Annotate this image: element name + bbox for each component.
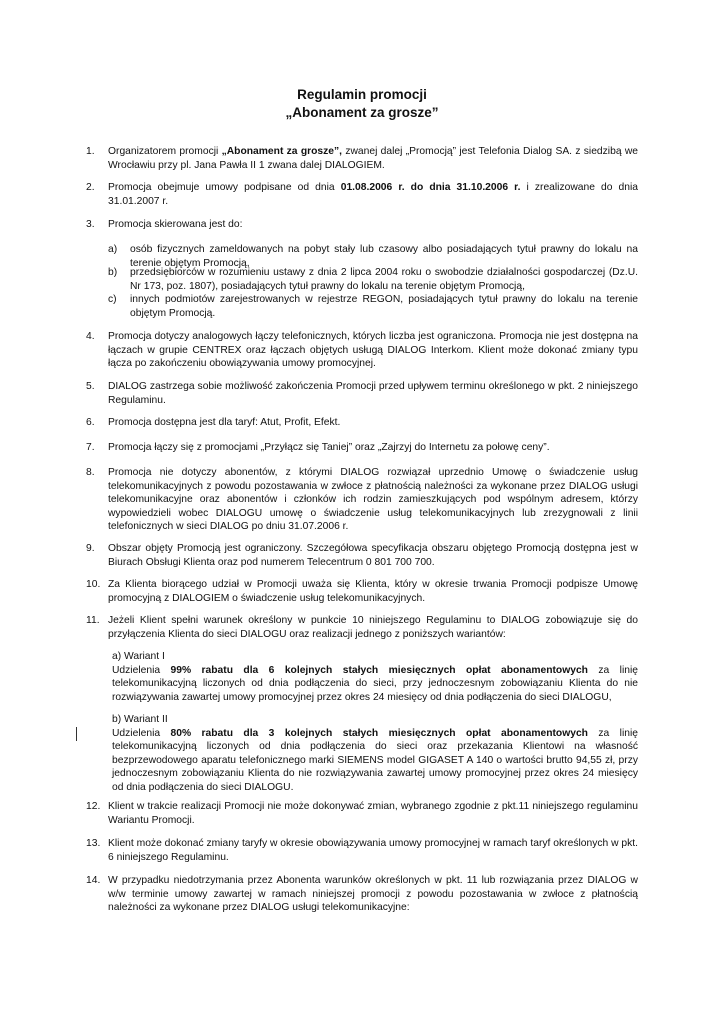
variant-2-header: b) Wariant II [112,714,168,725]
item-number: 6. [86,417,95,428]
item-12: Klient w trakcie realizacji Promocji nie może dokonywać zmian, wybranego zgodnie z pkt.11 niniejszego regulaminu Wariantu Promocji. [108,801,638,826]
item-9: Obszar objęty Promocją jest ograniczony. Szczegółowa specyfikacja obszaru objętego Promocją dostępna jest w Biurach Obsługi Klienta oraz pod numerem Telecentrum 0 801 700 700. [108,543,638,568]
item-number: 11. [86,615,100,626]
document-title: Regulamin promocji [297,87,427,102]
variant-2: b) Wariant II Udzielenia 80% rabatu dla 3 kolejnych stałych miesięcznych opłat abonamentowych za linię telekomunikacyjną liczonych od dnia podłączenia do sieci oraz przekazania Klientowi na własność bezprzewodowego aparatu telefonicznego marki SIEMENS model GIGASET A 140 o wartości brutto 94,55 zł, przy jednoczesnym zobowiązaniu Klienta do nie rozwiązywania zawartej umowy promocyjnej przez okres 24 miesięcy od dnia podłączenia do sieci DIALOGU. [112,714,638,793]
variant-1-header: a) Wariant I [112,651,165,662]
subitem-a: osób fizycznych zameldowanych na pobyt stały lub czasowy albo posiadających tytuł prawny do lokalu na terenie objętym Promocją, [130,244,638,269]
item-3: Promocja skierowana jest do: [108,219,243,230]
document-subtitle: „Abonament za grosze” [285,105,439,120]
item-number: 4. [86,331,95,342]
item-number: 1. [86,146,95,157]
subitem-b: przedsiębiorców w rozumieniu ustawy z dnia 2 lipca 2004 roku o swobodzie działalności gospodarczej (Dz.U. Nr 173, poz. 1807), posiadających tytuł prawny do lokalu na terenie objętym Promocją, [130,267,638,292]
item-number: 5. [86,381,95,392]
subitem-letter: b) [108,267,118,278]
item-2: Promocja obejmuje umowy podpisane od dnia 01.08.2006 r. do dnia 31.10.2006 r. i zrealizowane do dnia 31.01.2007 r. [108,182,639,207]
item-7: Promocja łączy się z promocjami „Przyłącz się Taniej” oraz „Zajrzyj do Internetu za połowę ceny”. [108,442,550,453]
item-14: W przypadku niedotrzymania przez Abonenta warunków określonych w pkt. 11 lub rozwiązania przez DIALOG w w/w terminie umowy zawartej w ramach niniejszej promocji z powodu pozostawania w zwłoce z płatnością należności za wykonane przez DIALOG usługi telekomunikacyjne: [108,875,638,914]
item-number: 12. [86,801,101,812]
item-number: 10. [86,579,101,590]
item-8: Promocja nie dotyczy abonentów, z którymi DIALOG rozwiązał uprzednio Umowę o świadczenie usług telekomunikacyjnych z powodu pozostawania w zwłoce z płatnością należności za wykonane przez DIALOG usługi telekomunikacyjne oraz abonentów i członków ich rodzin zamieszkujących pod wspólnym adresem, którzy wypowiedzieli wobec DIALOGU umowę o świadczenie usług telekomunikacyjnych lub zrezygnowali z linii telefonicznych w sieci DIALOG po dniu 31.07.2006 r. [108,467,638,533]
item-13: Klient może dokonać zmiany taryfy w okresie obowiązywania umowy promocyjnej w ramach taryf określonych w pkt. 6 niniejszego Regulaminu. [108,838,638,863]
item-10: Za Klienta biorącego udział w Promocji uważa się Klienta, który w okresie trwania Promocji podpisze Umowę promocyjną z DIALOGIEM o świadczenie usług telekomunikacyjnych. [108,579,638,604]
item-number: 14. [86,875,101,886]
item-number: 8. [86,467,95,478]
item-11: Jeżeli Klient spełni warunek określony w punkcie 10 niniejszego Regulaminu to DIALOG zobowiązuje się do przyłączenia Klienta do sieci DIALOGU oraz realizacji jednego z poniższych wariantów: [108,615,638,640]
variant-1: a) Wariant I Udzielenia 99% rabatu dla 6 kolejnych stałych miesięcznych opłat abonamentowych za linię telekomunikacyjną liczonych od dnia podłączenia do sieci, przy jednoczesnym zobowiązaniu Klienta do nie rozwiązywania zawartej umowy promocyjnej przez okres 24 miesięcy od dnia podłączenia do sieci DIALOGU, [112,651,638,703]
subitem-letter: a) [108,244,118,255]
item-number: 9. [86,543,95,554]
item-number: 2. [86,182,95,193]
item-5: DIALOG zastrzega sobie możliwość zakończenia Promocji przed upływem terminu określonego w pkt. 2 niniejszego Regulaminu. [108,381,638,406]
item-1: Organizatorem promocji „Abonament za grosze”, zwanej dalej „Promocją” jest Telefonia Dialog SA. z siedzibą we Wrocławiu przy pl. Jana Pawła II 1 zwana dalej DIALOGIEM. [108,146,639,171]
subitem-c: innych podmiotów zarejestrowanych w rejestrze REGON, posiadających tytuł prawny do lokalu na terenie objętym Promocją. [130,294,638,319]
item-number: 3. [86,219,95,230]
subitem-letter: c) [108,294,117,305]
item-6: Promocja dostępna jest dla taryf: Atut, Profit, Efekt. [108,417,341,428]
item-number: 13. [86,838,101,849]
change-marker [76,727,77,741]
item-number: 7. [86,442,95,453]
item-4: Promocja dotyczy analogowych łączy telefonicznych, których liczba jest ograniczona. Promocja nie jest dostępna na łączach w grupie CENTREX oraz łączach objętych usługą DIALOG Interkom. Klient może dokonać zmiany typu łącza po zakończeniu obowiązywania umowy promocyjnej. [108,331,638,370]
